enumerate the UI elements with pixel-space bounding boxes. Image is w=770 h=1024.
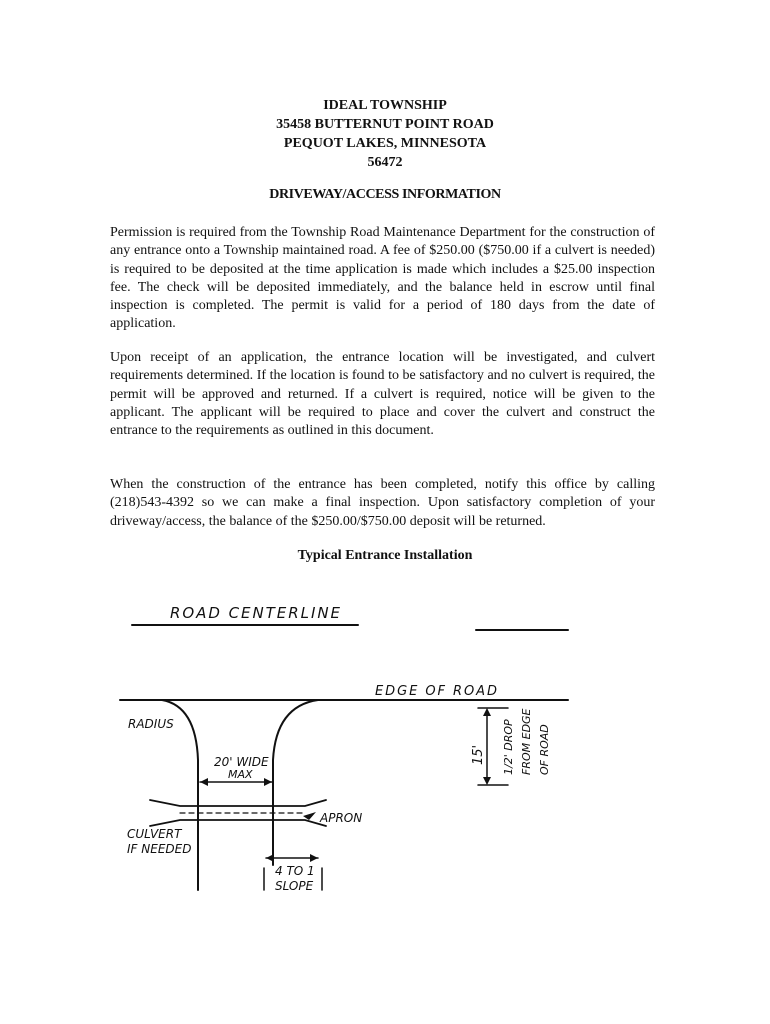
width-arrow-left — [200, 778, 208, 786]
distance-label: 15' — [471, 744, 486, 765]
dimension-arrow-up — [483, 708, 491, 716]
slope-arrow-left — [266, 854, 274, 862]
width-label-line2: MAX — [228, 768, 253, 781]
road-centerline-label: ROAD CENTERLINE — [170, 604, 340, 622]
paragraph-investigation: Upon receipt of an application, the entrance location will be investigated, and culvert requirements determined. If the location is found to be satisfactory and no culvert is required, the permit will be approved and returned. If a culvert is required, notice will be given to the applicant. The applicant will be required to place and cover the culvert and construct the entrance to the requirements as outlined in this document. — [110, 350, 655, 439]
apron-label: APRON — [320, 811, 363, 825]
paragraph-completion: When the construction of the entrance has been completed, notify this office by calling (218)543-4392 so we can make a final inspection. Upon satisfactory completion of your driveway/access, the balance of the $250.00/$750.00 deposit will be returned. — [110, 477, 655, 529]
drop-label-line3: OF ROAD — [538, 724, 551, 775]
slope-label-line1: 4 TO 1 — [275, 864, 315, 878]
drop-label-line2: FROM EDGE — [520, 708, 533, 775]
paragraph-permission: Permission is required from the Township Road Maintenance Department for the construction of any entrance onto a Township maintained road. A fee of $250.00 ($750.00 if a culvert is needed) is required to be deposited at the time application is made which includes a $25.00 inspection fee. The check will be deposited immediately, and the balance held in escrow until final inspection is completed. The permit is valid for a period of 180 days from the date of application. — [110, 225, 655, 332]
diagram-title: Typical Entrance Installation — [297, 548, 473, 563]
culvert-label-line2: IF NEEDED — [127, 842, 192, 856]
culvert-label-line1: CULVERT — [127, 827, 182, 841]
culvert-top-line — [150, 800, 326, 806]
width-label-line1: 20' WIDE — [214, 755, 269, 769]
slope-label-line2: SLOPE — [275, 879, 314, 893]
culvert-bottom-line — [150, 820, 326, 826]
width-arrow-right — [264, 778, 272, 786]
apron-arrow — [303, 812, 316, 820]
city-state: PEQUOT LAKES, MINNESOTA — [283, 136, 487, 151]
slope-arrow-right — [310, 854, 318, 862]
street-address: 35458 BUTTERNUT POINT ROAD — [276, 117, 494, 132]
zip-code: 56472 — [367, 155, 403, 170]
org-name: IDEAL TOWNSHIP — [323, 98, 447, 113]
radius-label: RADIUS — [128, 717, 174, 731]
section-title: DRIVEWAY/ACCESS INFORMATION — [269, 187, 501, 202]
dimension-arrow-down — [483, 777, 491, 785]
edge-of-road-label: EDGE OF ROAD — [375, 684, 497, 699]
drop-label-line1: 1/2' DROP — [502, 719, 515, 775]
driveway-right-edge — [273, 700, 318, 865]
